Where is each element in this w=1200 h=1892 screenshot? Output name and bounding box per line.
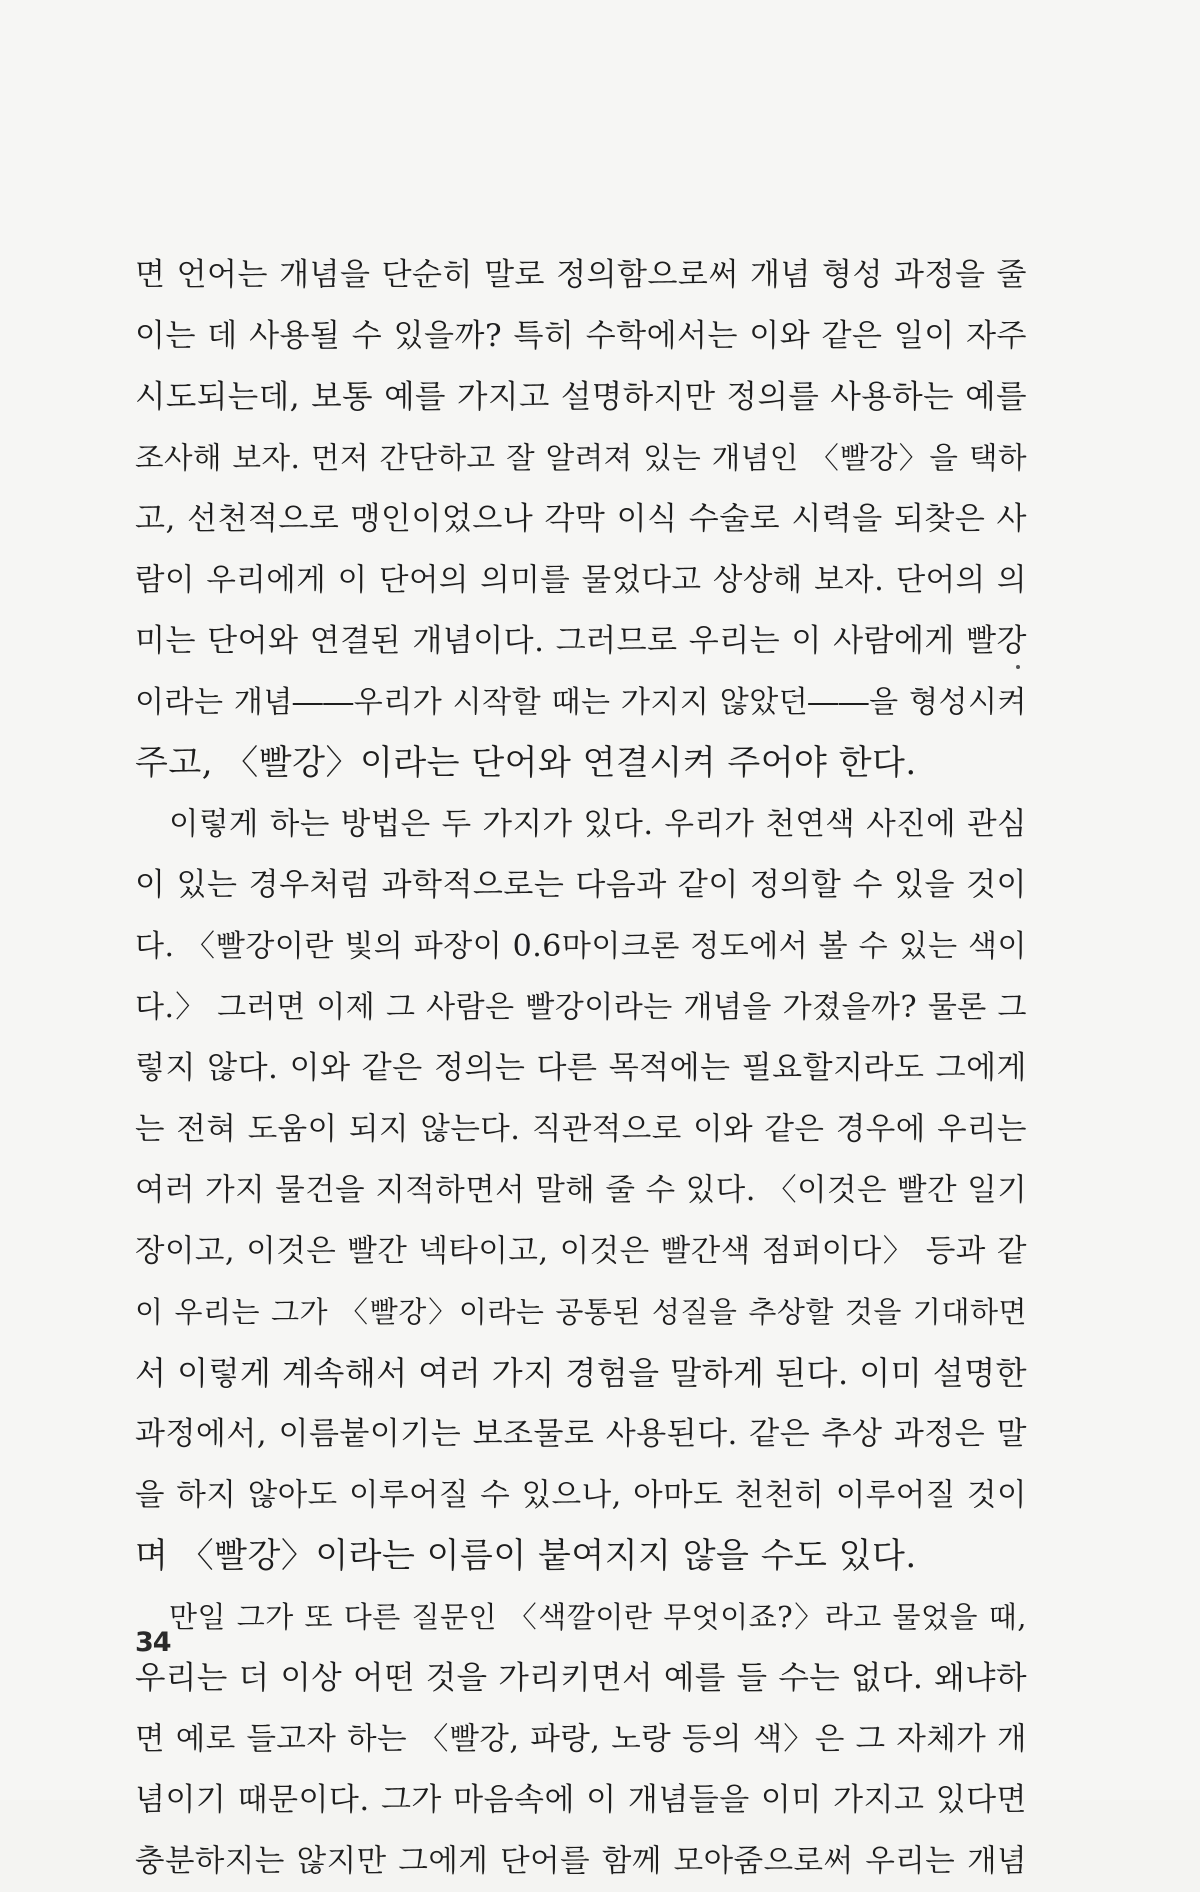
text-line: 여러 가지 물건을 지적하면서 말해 줄 수 있다. 〈이것은 빨간 일기 xyxy=(135,1173,1028,1208)
text-line: 이는 데 사용될 수 있을까? 특히 수학에서는 이와 같은 일이 자주 xyxy=(135,318,1027,354)
text-line: 이 있는 경우처럼 과학적으로는 다음과 같이 정의할 수 있을 것이 xyxy=(135,867,1027,903)
text-line: 다.〉 그러면 이제 그 사람은 빨강이라는 개념을 가졌을까? 물론 그 xyxy=(135,990,1027,1025)
text-line: 면 예로 들고자 하는 〈빨강, 파랑, 노랑 등의 색〉은 그 자체가 개 xyxy=(135,1722,1027,1757)
text-line: 과정에서, 이름붙이기는 보조물로 사용된다. 같은 추상 과정은 말 xyxy=(135,1416,1027,1452)
text-line: 이라는 개념――우리가 시작할 때는 가지지 않았던――을 형성시켜 xyxy=(135,685,1027,720)
text-line: 다. 〈빨강이란 빛의 파장이 0.6마이크론 정도에서 볼 수 있는 색이 xyxy=(135,929,1027,964)
text-line: 시도되는데, 보통 예를 가지고 설명하지만 정의를 사용하는 예를 xyxy=(135,379,1027,415)
text-line: 을 하지 않아도 이루어질 수 있으나, 아마도 천천히 이루어질 것이 xyxy=(135,1478,1027,1513)
paragraph-first-line: 만일 그가 또 다른 질문인 〈색깔이란 무엇이죠?〉라고 물었을 때, xyxy=(169,1600,1027,1634)
text-line: 서 이렇게 계속해서 여러 가지 경험을 말하게 된다. 이미 설명한 xyxy=(135,1354,1028,1392)
text-line: 렇지 않다. 이와 같은 정의는 다른 목적에는 필요할지라도 그에게 xyxy=(135,1050,1027,1086)
text-line: 면 언어는 개념을 단순히 말로 정의함으로써 개념 형성 과정을 줄 xyxy=(135,257,1027,293)
paragraph-first-line: 이렇게 하는 방법은 두 가지가 있다. 우리가 천연색 사진에 관심 xyxy=(169,807,1027,842)
text-line: 우리는 더 이상 어떤 것을 가리키면서 예를 들 수는 없다. 왜냐하 xyxy=(135,1660,1027,1696)
text-line: 미는 단어와 연결된 개념이다. 그러므로 우리는 이 사람에게 빨강 xyxy=(135,623,1027,659)
text-line: 며 〈빨강〉이라는 이름이 붙여지지 않을 수도 있다. xyxy=(135,1536,917,1576)
text-line: 장이고, 이것은 빨간 넥타이고, 이것은 빨간색 점퍼이다〉 등과 같 xyxy=(135,1234,1027,1269)
page-number: 34 xyxy=(135,1627,171,1658)
text-line: 는 전혀 도움이 되지 않는다. 직관적으로 이와 같은 경우에 우리는 xyxy=(135,1112,1027,1147)
text-line: 고, 선천적으로 맹인이었으나 각막 이식 수술로 시력을 되찾은 사 xyxy=(135,501,1027,537)
print-speck xyxy=(1016,665,1020,669)
text-line: 주고, 〈빨강〉이라는 단어와 연결시켜 주어야 한다. xyxy=(135,743,917,783)
text-line: 충분하지는 않지만 그에게 단어를 함께 모아줌으로써 우리는 개념 xyxy=(135,1844,1027,1879)
body-text xyxy=(135,245,1027,1892)
text-line: 념이기 때문이다. 그가 마음속에 이 개념들을 이미 가지고 있다면 xyxy=(135,1782,1027,1818)
text-line: 조사해 보자. 먼저 간단하고 잘 알려져 있는 개념인 〈빨강〉을 택하 xyxy=(135,441,1027,475)
text-line: 람이 우리에게 이 단어의 의미를 물었다고 상상해 보자. 단어의 의 xyxy=(135,563,1027,598)
text-line: 이 우리는 그가 〈빨강〉이라는 공통된 성질을 추상할 것을 기대하면 xyxy=(135,1295,1027,1329)
